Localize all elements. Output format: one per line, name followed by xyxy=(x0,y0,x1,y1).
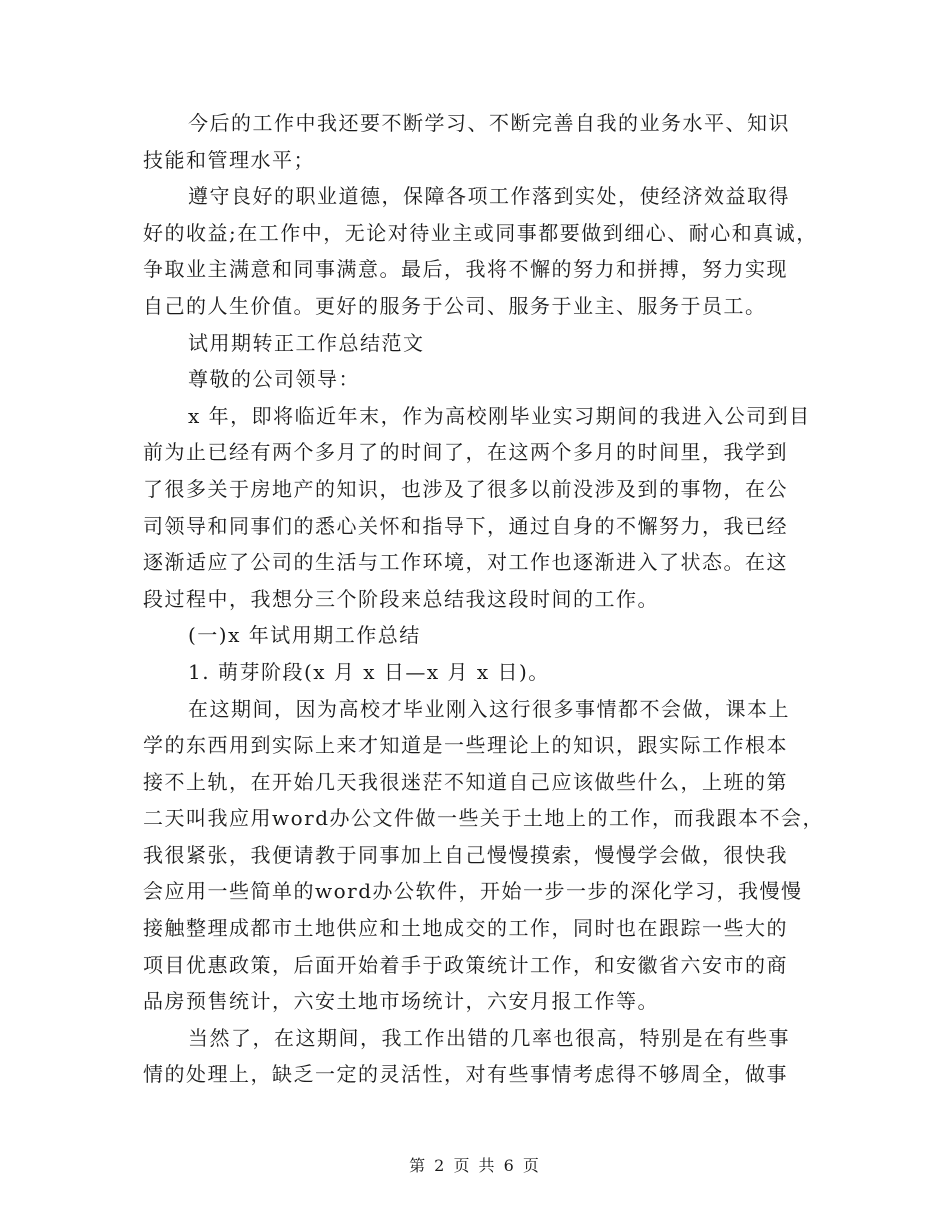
text-line: x 年，即将临近年末，作为高校刚毕业实习期间的我进入公司到目 xyxy=(188,403,811,428)
text-line: 当然了，在这期间，我工作出错的几率也很高，特别是在有些事 xyxy=(188,1025,790,1050)
text-line: 我很紧张，我便请教于同事加上自己慢慢摸索，慢慢学会做，很快我 xyxy=(143,842,788,867)
salutation: 尊敬的公司领导： xyxy=(188,367,360,392)
subsection-heading: (一)x 年试用期工作总结 xyxy=(188,623,421,648)
text-line: 项目优惠政策，后面开始着手于政策统计工作，和安徽省六安市的商 xyxy=(143,952,788,977)
text-line: 段过程中，我想分三个阶段来总结我这段时间的工作。 xyxy=(143,586,659,611)
text-line: 遵守良好的职业道德，保障各项工作落到实处，使经济效益取得 xyxy=(188,184,790,209)
text-line: 接触整理成都市土地供应和土地成交的工作，同时也在跟踪一些大的 xyxy=(143,916,788,941)
text-line: 争取业主满意和同事满意。最后，我将不懈的努力和拼搏，努力实现 xyxy=(143,257,788,282)
section-heading: 试用期转正工作总结范文 xyxy=(188,330,425,355)
text-line: 学的东西用到实际上来才知道是一些理论上的知识，跟实际工作根本 xyxy=(143,733,788,758)
text-line: 了很多关于房地产的知识，也涉及了很多以前没涉及到的事物，在公 xyxy=(143,476,788,501)
text-line: 接不上轨，在开始几天我很迷茫不知道自己应该做些什么，上班的第 xyxy=(143,769,788,794)
text-line: 司领导和同事们的悉心关怀和指导下，通过自身的不懈努力，我已经 xyxy=(143,513,788,538)
text-line: 会应用一些简单的word办公软件，开始一步一步的深化学习，我慢慢 xyxy=(143,879,803,904)
text-line: 今后的工作中我还要不断学习、不断完善自我的业务水平、知识 xyxy=(188,111,790,135)
text-line: 好的收益;在工作中，无论对待业主或同事都要做到细心、耐心和真诚， xyxy=(143,220,818,245)
list-item-heading: 1. 萌芽阶段(x 月 x 日—x 月 x 日)。 xyxy=(188,659,550,684)
text-line: 情的处理上，缺乏一定的灵活性，对有些事情考虑得不够周全，做事 xyxy=(143,1062,788,1087)
text-line: 逐渐适应了公司的生活与工作环境，对工作也逐渐进入了状态。在这 xyxy=(143,550,788,575)
text-line: 前为止已经有两个多月了的时间了，在这两个多月的时间里，我学到 xyxy=(143,440,788,465)
text-line: 品房预售统计，六安土地市场统计，六安月报工作等。 xyxy=(143,989,659,1014)
text-line: 二天叫我应用word办公文件做一些关于土地上的工作，而我跟本不会， xyxy=(143,806,825,831)
page-number-footer: 第 2 页 共 6 页 xyxy=(409,1156,541,1175)
text-line: 技能和管理水平； xyxy=(143,147,315,172)
text-line: 自己的人生价值。更好的服务于公司、服务于业主、服务于员工。 xyxy=(143,293,767,318)
text-line: 在这期间，因为高校才毕业刚入这行很多事情都不会做，课本上 xyxy=(188,696,790,721)
document-body xyxy=(143,105,823,1093)
